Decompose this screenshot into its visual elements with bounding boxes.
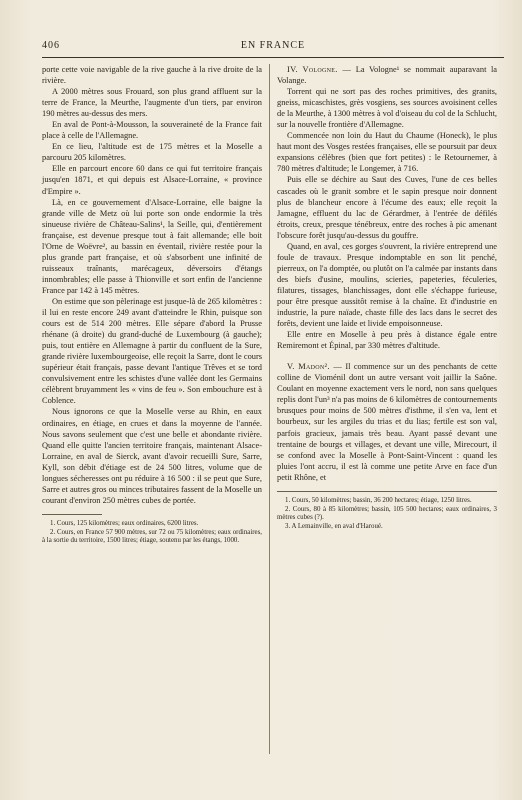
page-header [42, 40, 504, 56]
right-column [277, 64, 497, 532]
paragraph: Quand, en aval, ces gorges s'ouvrent, la rivière entreprend une foule de travaux. Presque indomptable en son lit penché, pierreux, on l'a domptée, ou plutôt on l'a calmée par instants dans des biefs d'usine, moulins, scieries, papeteries, féculeries, filatures, tissages, blanchissages, dont elle s'échappe furieuse, pour être presque aussitôt remise à la chaîne. Et d'industrie en industrie, la pure naïade, chaste fille des lacs dans le secret des forêts, devient une laide et livide empoisonneuse. [277, 241, 497, 329]
paragraph: A 2000 mètres sous Frouard, son plus grand affluent sur la terre de France, la Meurthe, l'augmente d'un tiers, par environ 190 mètres au-dessus des mers. [42, 87, 262, 119]
footnote: 3. A Lemainville, en aval d'Haroué. [285, 523, 383, 531]
paragraph: Commencée non loin du Haut du Chaume (Honeck), le plus haut mont des Vosges restées françaises, elle se poursuit par deux expansions célèbres (bien que fort petites) : le Retournemer, à 780 mètres d'altitude; le Longemer, à 716. [277, 131, 497, 174]
paragraph: Puis elle se déchire au Saut des Cuves, l'une de ces belles cascades où le granit sombre et le sapin presque noir donnent plus de blancheur encore à l'écume des eaux; elle reçoit la Jamagne, effluent du lac de Gérardmer, à l'entrée de défilés étroits, creux, presque ténébreux, entre des roches à pic amenant l'obscure forêt jusqu'au-dessus du gouffre. [277, 175, 497, 240]
footnote-rule [42, 514, 102, 515]
column-divider [269, 64, 270, 754]
footnotes [42, 520, 262, 546]
section-madon [277, 361, 497, 483]
section-heading: V. Madon². — [287, 362, 343, 372]
footnote: 2. Cours, 80 à 85 kilomètres; bassin, 105 500 hectares; eaux ordinaires, 3 mètres cubes (?). [277, 505, 497, 522]
footnotes [277, 497, 497, 532]
paragraph: La Vologne¹ se nommait auparavant la Volange. [277, 65, 498, 86]
page-number: 406 [42, 40, 60, 51]
footnote: 1. Cours, 50 kilomètres; bassin, 36 200 hectares; étiage, 1250 litres. [285, 496, 472, 504]
header-rule [42, 57, 504, 58]
paragraph: Torrent qui ne sort pas des roches primitives, des granits, gneiss, micaschistes, grès vosgiens, ses sources avoisinent celles de la Meurthe, à 1300 mètres à vol d'oiseau du col de la Schlucht, sur la nouvelle frontière d'Allemagne. [277, 87, 497, 130]
running-title: EN FRANCE [240, 40, 306, 51]
paragraph: Elle en parcourt encore 60 dans ce qui fut territoire français jusqu'en 1871, et qui depuis est Alsace-Lorraine, « province d'Empire ». [42, 164, 262, 196]
paragraph: En ce lieu, l'altitude est de 175 mètres et la Moselle a parcouru 205 kilomètres. [42, 142, 262, 163]
footnote-rule [277, 491, 497, 492]
section-vologne [277, 64, 497, 86]
paragraph: Nous ignorons ce que la Moselle verse au Rhin, en eaux ordinaires, en étiage, en crues et dans la moyenne de l'année. Nous savons seulement que c'est une belle et abondante rivière. Quand elle quitte l'ancien territoire français, maintenant Alsace-Lorraine, en aval de Sierck, avant d'avoir recueilli Sure, Sarre, Kyll, son débit d'étiage est de 24 500 litres, volume que de longues sécheresses ont pu réduire à 16 500 : il se peut que Sure, Sarre et autres gros ou minces tributaires fassent de la Moselle un courant d'environ 250 mètres cubes de portée. [42, 407, 262, 505]
paragraph: Là, en ce gouvernement d'Alsace-Lorraine, elle baigne la grande ville de Metz où lui porte son onde endormie la très sinueuse rivière de Château-Salins¹, la Seille, qui, d'entièrement française, est devenue presque tout à fait allemande; elle boit l'Orne de Woëvre², au bassin en éventail, rivière restée pour la plus grande part française, et où s'absorbent une infinité de ruisseaux traînants, marécageux, déversoirs d'étangs innombrables; elle passe à Thionville et sort enfin de l'ancienne France par 142 à 145 mètres. [42, 197, 262, 295]
paragraph: Elle entre en Moselle à peu près à distance égale entre Remiremont et Épinal, par 330 mètres d'altitude. [277, 330, 497, 351]
footnote: 1. Cours, 125 kilomètres; eaux ordinaires, 6200 litres. [50, 519, 199, 527]
paragraph: Il commence sur un des penchants de cette colline de Vioménil dont un autre versant voit jaillir la Saône. Coulant en moyenne exactement vers le nord, non sans quelques replis dont l'un³ n'a pas moins de 6 kilomètres de contournements brusques pour moins de 500 mètres d'isthme, il s'en va, lent et bourbeux, sur les argiles du trias et du lias; fertile est son val, parfois gracieux, jamais très beau. Ayant passé devant une trentaine de bourgs et villages, et devant une ville, Mirecourt, il se confond avec la Moselle à Pont-Saint-Vincent : quand les pluies l'ont accru, il est là comme une petite Arve en face d'un petit Rhône, et [277, 362, 497, 482]
section-spacer [277, 351, 497, 361]
paragraph: En aval de Pont-à-Mousson, la souveraineté de la France fait place à celle de l'Allemagne. [42, 120, 262, 141]
left-column [42, 64, 262, 546]
footnote: 2. Cours, en France 57 900 mètres, sur 72 ou 75 kilomètres; eaux ordinaires, à la sortie du territoire, 1500 litres; étiage, soutenu par les étangs, 1000. [42, 528, 262, 545]
paragraph: porte cette voie navigable de la rive gauche à la rive droite de la rivière. [42, 65, 262, 86]
paragraph: On estime que son pèlerinage est jusque-là de 265 kilomètres : il lui en reste encore 249 avant d'atteindre le Rhin, puisque son cours est de 514 200 mètres. Elle sépare d'abord la Prusse rhénane (à droite) du grand-duché de Luxembourg (à gauche); puis, tout entière en Allemagne à partir du confluent de la Sure, grande rivière luxembourgeoise, elle reçoit la Sarre, dont le cours supérieur était français, passe devant l'antique Trêves et se tord convulsivement entre les schistes d'une vallée dont les Germains célèbrent bruyamment les « vins de feu ». Son embouchure est à Coblence. [42, 296, 262, 406]
section-heading: IV. Vologne. — [287, 65, 352, 74]
